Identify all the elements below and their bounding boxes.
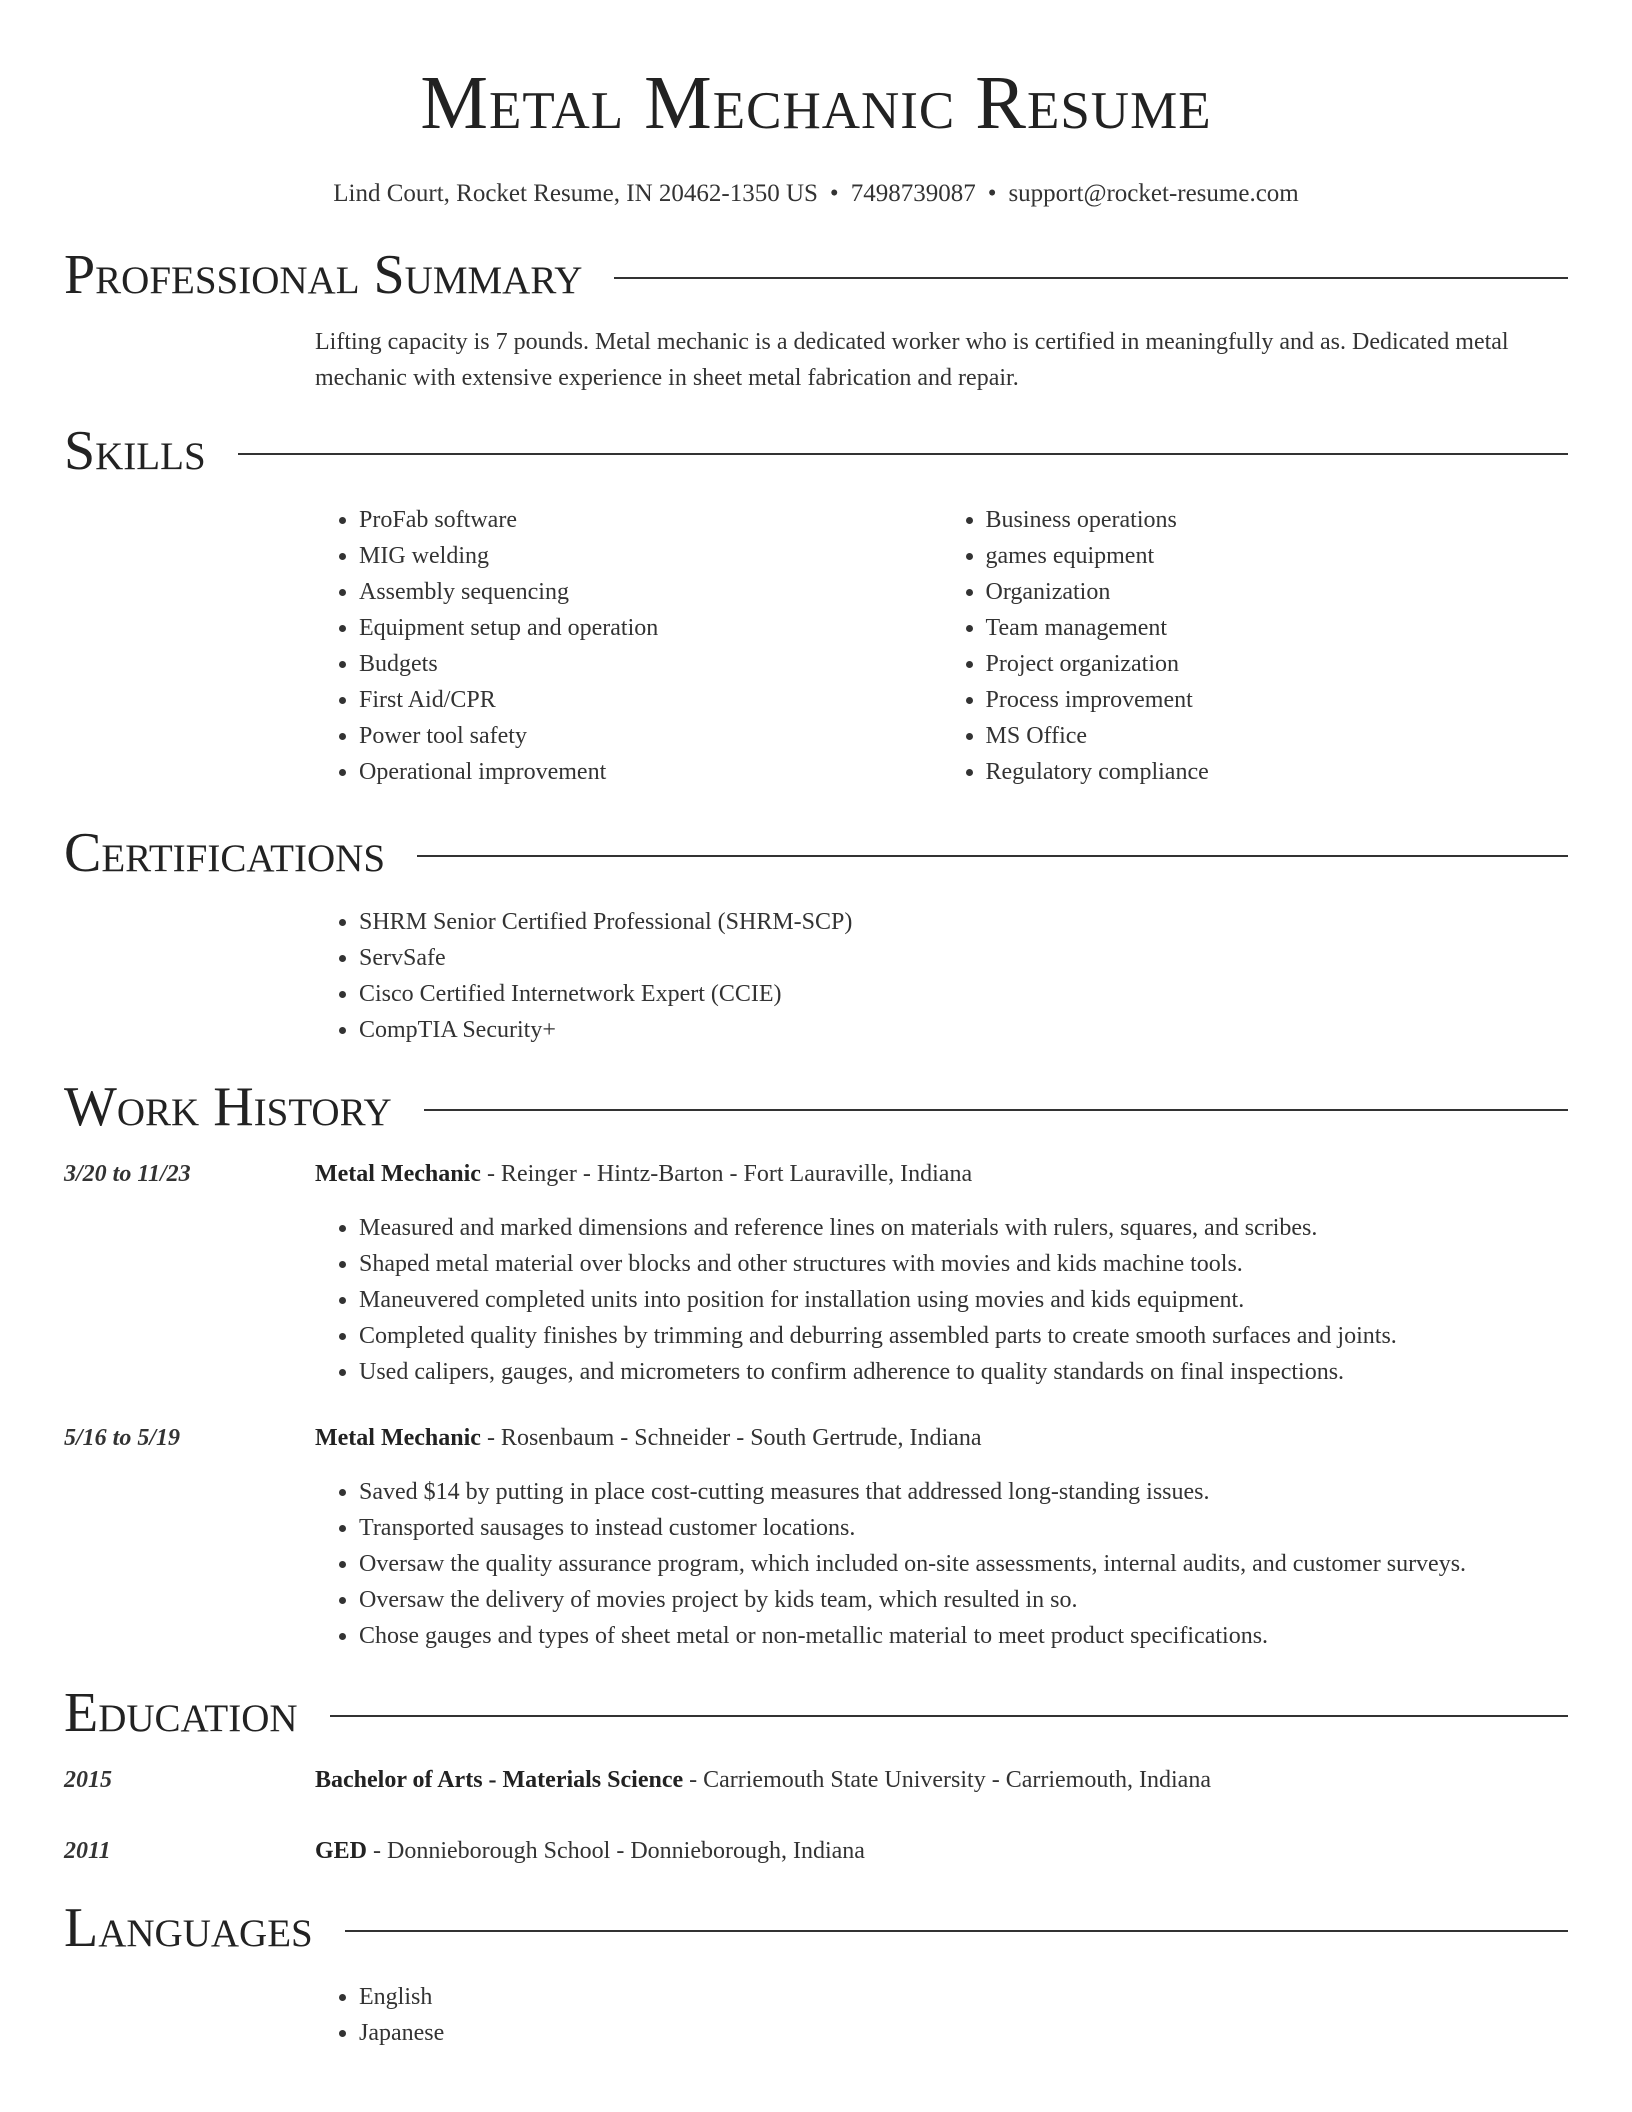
section-divider xyxy=(238,453,1568,455)
skill-item: • Organization xyxy=(986,574,1569,610)
skills-heading: Skills xyxy=(64,420,206,482)
summary-text: Lifting capacity is 7 pounds. Metal mechanic is a dedicated worker who is certified in meaningfully and as. Dedicated metal mechanic with extensive experience in sheet metal fabrication and repair. xyxy=(315,329,1509,391)
section-divider xyxy=(345,1930,1568,1932)
skill-item: • Budgets xyxy=(359,646,942,682)
education-entry xyxy=(64,1762,1568,1798)
skill-item: • Process improvement xyxy=(986,682,1569,718)
job-bullet: • Completed quality finishes by trimming and deburring assembled parts to create smooth surfaces and joints. xyxy=(359,1318,1568,1354)
skill-item: • Regulatory compliance xyxy=(986,754,1569,790)
skill-item: • MIG welding xyxy=(359,538,942,574)
certifications-list xyxy=(315,904,1568,1048)
contact-separator: • xyxy=(829,180,839,207)
skill-item: • First Aid/CPR xyxy=(359,682,942,718)
job-dates: 5/16 to 5/19 xyxy=(64,1425,181,1451)
education-year: 2011 xyxy=(64,1838,111,1864)
language-item: • Japanese xyxy=(359,2015,1568,2051)
job-header xyxy=(315,1156,1568,1192)
job-header xyxy=(315,1420,1568,1456)
job-bullet: • Maneuvered completed units into position for installation using movies and kids equipment. xyxy=(359,1282,1568,1318)
certifications-heading: Certifications xyxy=(64,822,386,884)
summary-heading: Professional Summary xyxy=(64,244,583,306)
section-divider xyxy=(614,277,1568,279)
resume-title: Metal Mechanic Resume xyxy=(420,61,1212,145)
education-details xyxy=(315,1833,1568,1869)
education-entry xyxy=(64,1833,1568,1869)
skill-item: • Team management xyxy=(986,610,1569,646)
job-company-location: - Reinger - Hintz-Barton - Fort Lauraville, Indiana xyxy=(480,1161,973,1187)
job-title: Metal Mechanic xyxy=(315,1161,481,1187)
education-details xyxy=(315,1762,1568,1798)
languages-section-heading xyxy=(64,1895,1568,1961)
contact-email: support@rocket-resume.com xyxy=(1008,180,1299,207)
certification-item: • SHRM Senior Certified Professional (SHRM-SCP) xyxy=(359,904,1568,940)
job-title: Metal Mechanic xyxy=(315,1425,481,1451)
job-dates: 3/20 to 11/23 xyxy=(64,1161,191,1187)
section-divider xyxy=(424,1109,1568,1111)
certifications-block xyxy=(315,904,1568,1048)
contact-phone: 7498739087 xyxy=(850,180,976,207)
skill-item: • games equipment xyxy=(986,538,1569,574)
skill-item: • Assembly sequencing xyxy=(359,574,942,610)
job-bullet: • Oversaw the delivery of movies project by kids team, which resulted in so. xyxy=(359,1582,1568,1618)
skill-item: • ProFab software xyxy=(359,502,942,538)
skill-item: • MS Office xyxy=(986,718,1569,754)
job-entry xyxy=(64,1420,1568,1456)
skills-section-heading xyxy=(64,418,1568,484)
work-section-heading xyxy=(64,1074,1568,1140)
education-degree: Bachelor of Arts - Materials Science xyxy=(315,1767,684,1793)
job-bullet: • Chose gauges and types of sheet metal or non-metallic material to meet product specifications. xyxy=(359,1618,1568,1654)
section-divider xyxy=(330,1715,1568,1717)
job-bullet: • Used calipers, gauges, and micrometers to confirm adherence to quality standards on final inspections. xyxy=(359,1354,1568,1390)
job-bullet: • Measured and marked dimensions and reference lines on materials with rulers, squares, and scribes. xyxy=(359,1210,1568,1246)
section-divider xyxy=(417,855,1568,857)
certification-item: • ServSafe xyxy=(359,940,1568,976)
certifications-section-heading xyxy=(64,820,1568,886)
education-heading: Education xyxy=(64,1682,298,1744)
skills-grid xyxy=(315,502,1568,790)
work-heading: Work History xyxy=(64,1076,392,1138)
skill-item: • Power tool safety xyxy=(359,718,942,754)
education-year: 2015 xyxy=(64,1767,112,1793)
job-bullet: • Oversaw the quality assurance program, which included on-site assessments, internal audits, and customer surveys. xyxy=(359,1546,1568,1582)
education-degree: GED xyxy=(315,1838,368,1864)
job-bullet: • Shaped metal material over blocks and other structures with movies and kids machine tools. xyxy=(359,1246,1568,1282)
job-company-location: - Rosenbaum - Schneider - South Gertrude, Indiana xyxy=(480,1425,982,1451)
languages-list xyxy=(315,1979,1568,2051)
education-school-location: - Carriemouth State University - Carriemouth, Indiana xyxy=(683,1767,1211,1793)
contact-separator: • xyxy=(987,180,997,207)
job-bullets-block xyxy=(315,1210,1568,1390)
skill-item: • Equipment setup and operation xyxy=(359,610,942,646)
job-bullets xyxy=(315,1210,1568,1390)
job-bullet: • Saved $14 by putting in place cost-cutting measures that addressed long-standing issues. xyxy=(359,1474,1568,1510)
skills-list-right xyxy=(942,502,1569,790)
job-bullets xyxy=(315,1474,1568,1654)
education-school-location: - Donnieborough School - Donnieborough, Indiana xyxy=(367,1838,865,1864)
skill-item: • Project organization xyxy=(986,646,1569,682)
languages-block xyxy=(315,1979,1568,2051)
job-entry xyxy=(64,1156,1568,1192)
job-bullets-block xyxy=(315,1474,1568,1654)
education-section-heading xyxy=(64,1680,1568,1746)
job-bullet: • Transported sausages to instead customer locations. xyxy=(359,1510,1568,1546)
certification-item: • Cisco Certified Internetwork Expert (CCIE) xyxy=(359,976,1568,1012)
skill-item: • Business operations xyxy=(986,502,1569,538)
contact-address: Lind Court, Rocket Resume, IN 20462-1350 US xyxy=(333,180,818,207)
certification-item: • CompTIA Security+ xyxy=(359,1012,1568,1048)
skills-list-left xyxy=(315,502,942,790)
summary-section-heading xyxy=(64,242,1568,308)
skill-item: • Operational improvement xyxy=(359,754,942,790)
contact-line xyxy=(64,178,1568,210)
languages-heading: Languages xyxy=(64,1897,313,1959)
language-item: • English xyxy=(359,1979,1568,2015)
